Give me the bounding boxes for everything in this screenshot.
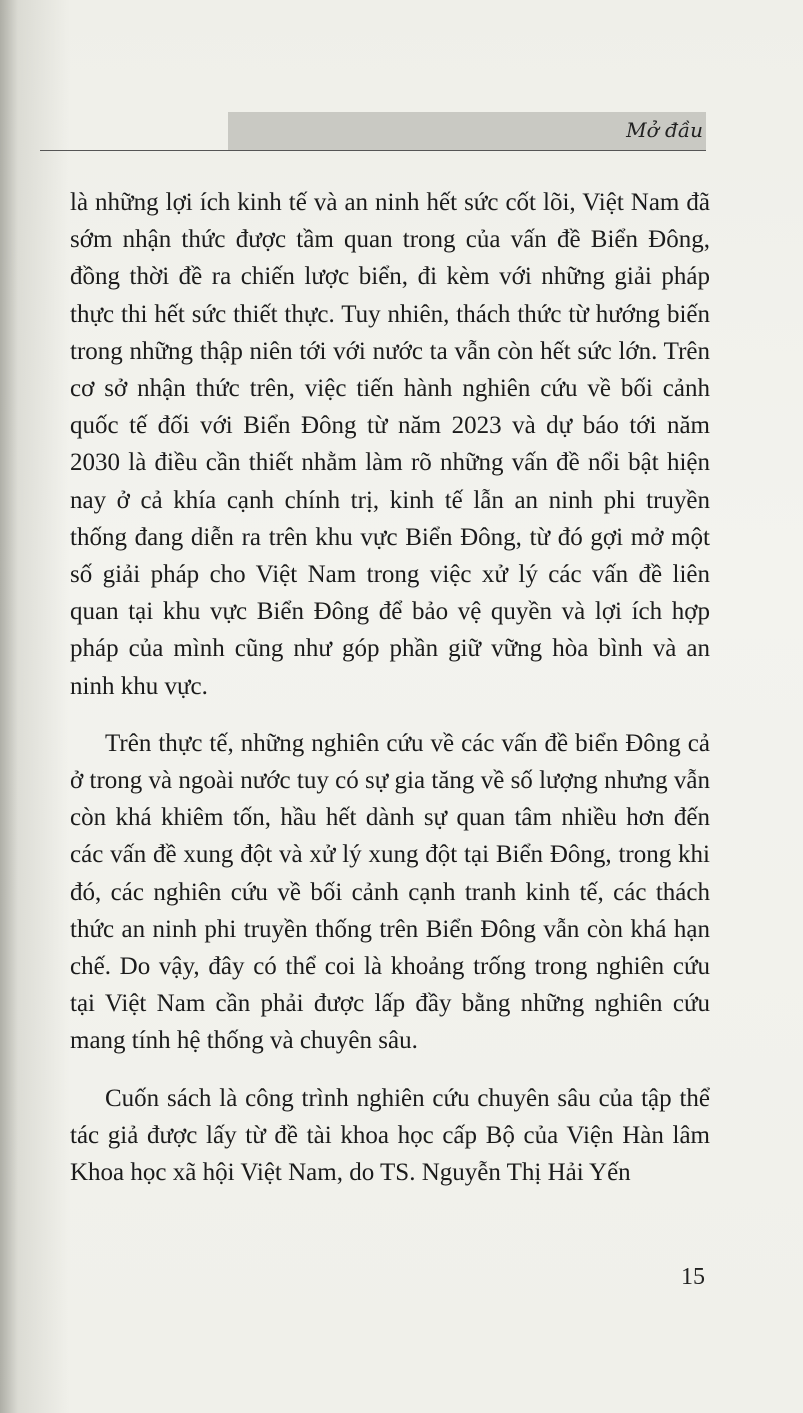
body-text [70, 184, 710, 1211]
paragraph-1: là những lợi ích kinh tế và an ninh hết sức cốt lõi, Việt Nam đã sớm nhận thức được tầm quan trong của vấn đề Biển Đông, đồng thời đề ra chiến lược biển, đi kèm với những giải pháp thực thi hết sức thiết thực. Tuy nhiên, thách thức từ hướng biến trong những thập niên tới với nước ta vẫn còn hết sức lớn. Trên cơ sở nhận thức trên, việc tiến hành nghiên cứu về bối cảnh quốc tế đối với Biển Đông từ năm 2023 và dự báo tới năm 2030 là điều cần thiết nhằm làm rõ những vấn đề nổi bật hiện nay ở cả khía cạnh chính trị, kinh tế lẫn an ninh phi truyền thống đang diễn ra trên khu vực Biển Đông, từ đó gợi mở một số giải pháp cho Việt Nam trong việc xử lý các vấn đề liên quan tại khu vực Biển Đông để bảo vệ quyền và lợi ích hợp pháp của mình cũng như góp phần giữ vững hòa bình và an ninh khu vực. [70, 189, 710, 700]
running-head: Mở đầu [626, 118, 703, 142]
paragraph-3: Cuốn sách là công trình nghiên cứu chuyên sâu của tập thể tác giả được lấy từ đề tài khoa học cấp Bộ của Viện Hàn lâm Khoa học xã hội Việt Nam, do TS. Nguyễn Thị Hải Yến [70, 1084, 710, 1187]
header-rule [40, 150, 706, 151]
paragraph-2: Trên thực tế, những nghiên cứu về các vấn đề biển Đông cả ở trong và ngoài nước tuy có sự gia tăng về số lượng nhưng vẫn còn khá khiêm tốn, hầu hết dành sự quan tâm nhiều hơn đến các vấn đề xung đột và xử lý xung đột tại Biển Đông, trong khi đó, các nghiên cứu về bối cảnh cạnh tranh kinh tế, các thách thức an ninh phi truyền thống trên Biển Đông vẫn còn khá hạn chế. Do vậy, đây có thể coi là khoảng trống trong nghiên cứu tại Việt Nam cần phải được lấp đầy bằng những nghiên cứu mang tính hệ thống và chuyên sâu. [70, 729, 710, 1055]
page-number: 15 [681, 1264, 705, 1290]
